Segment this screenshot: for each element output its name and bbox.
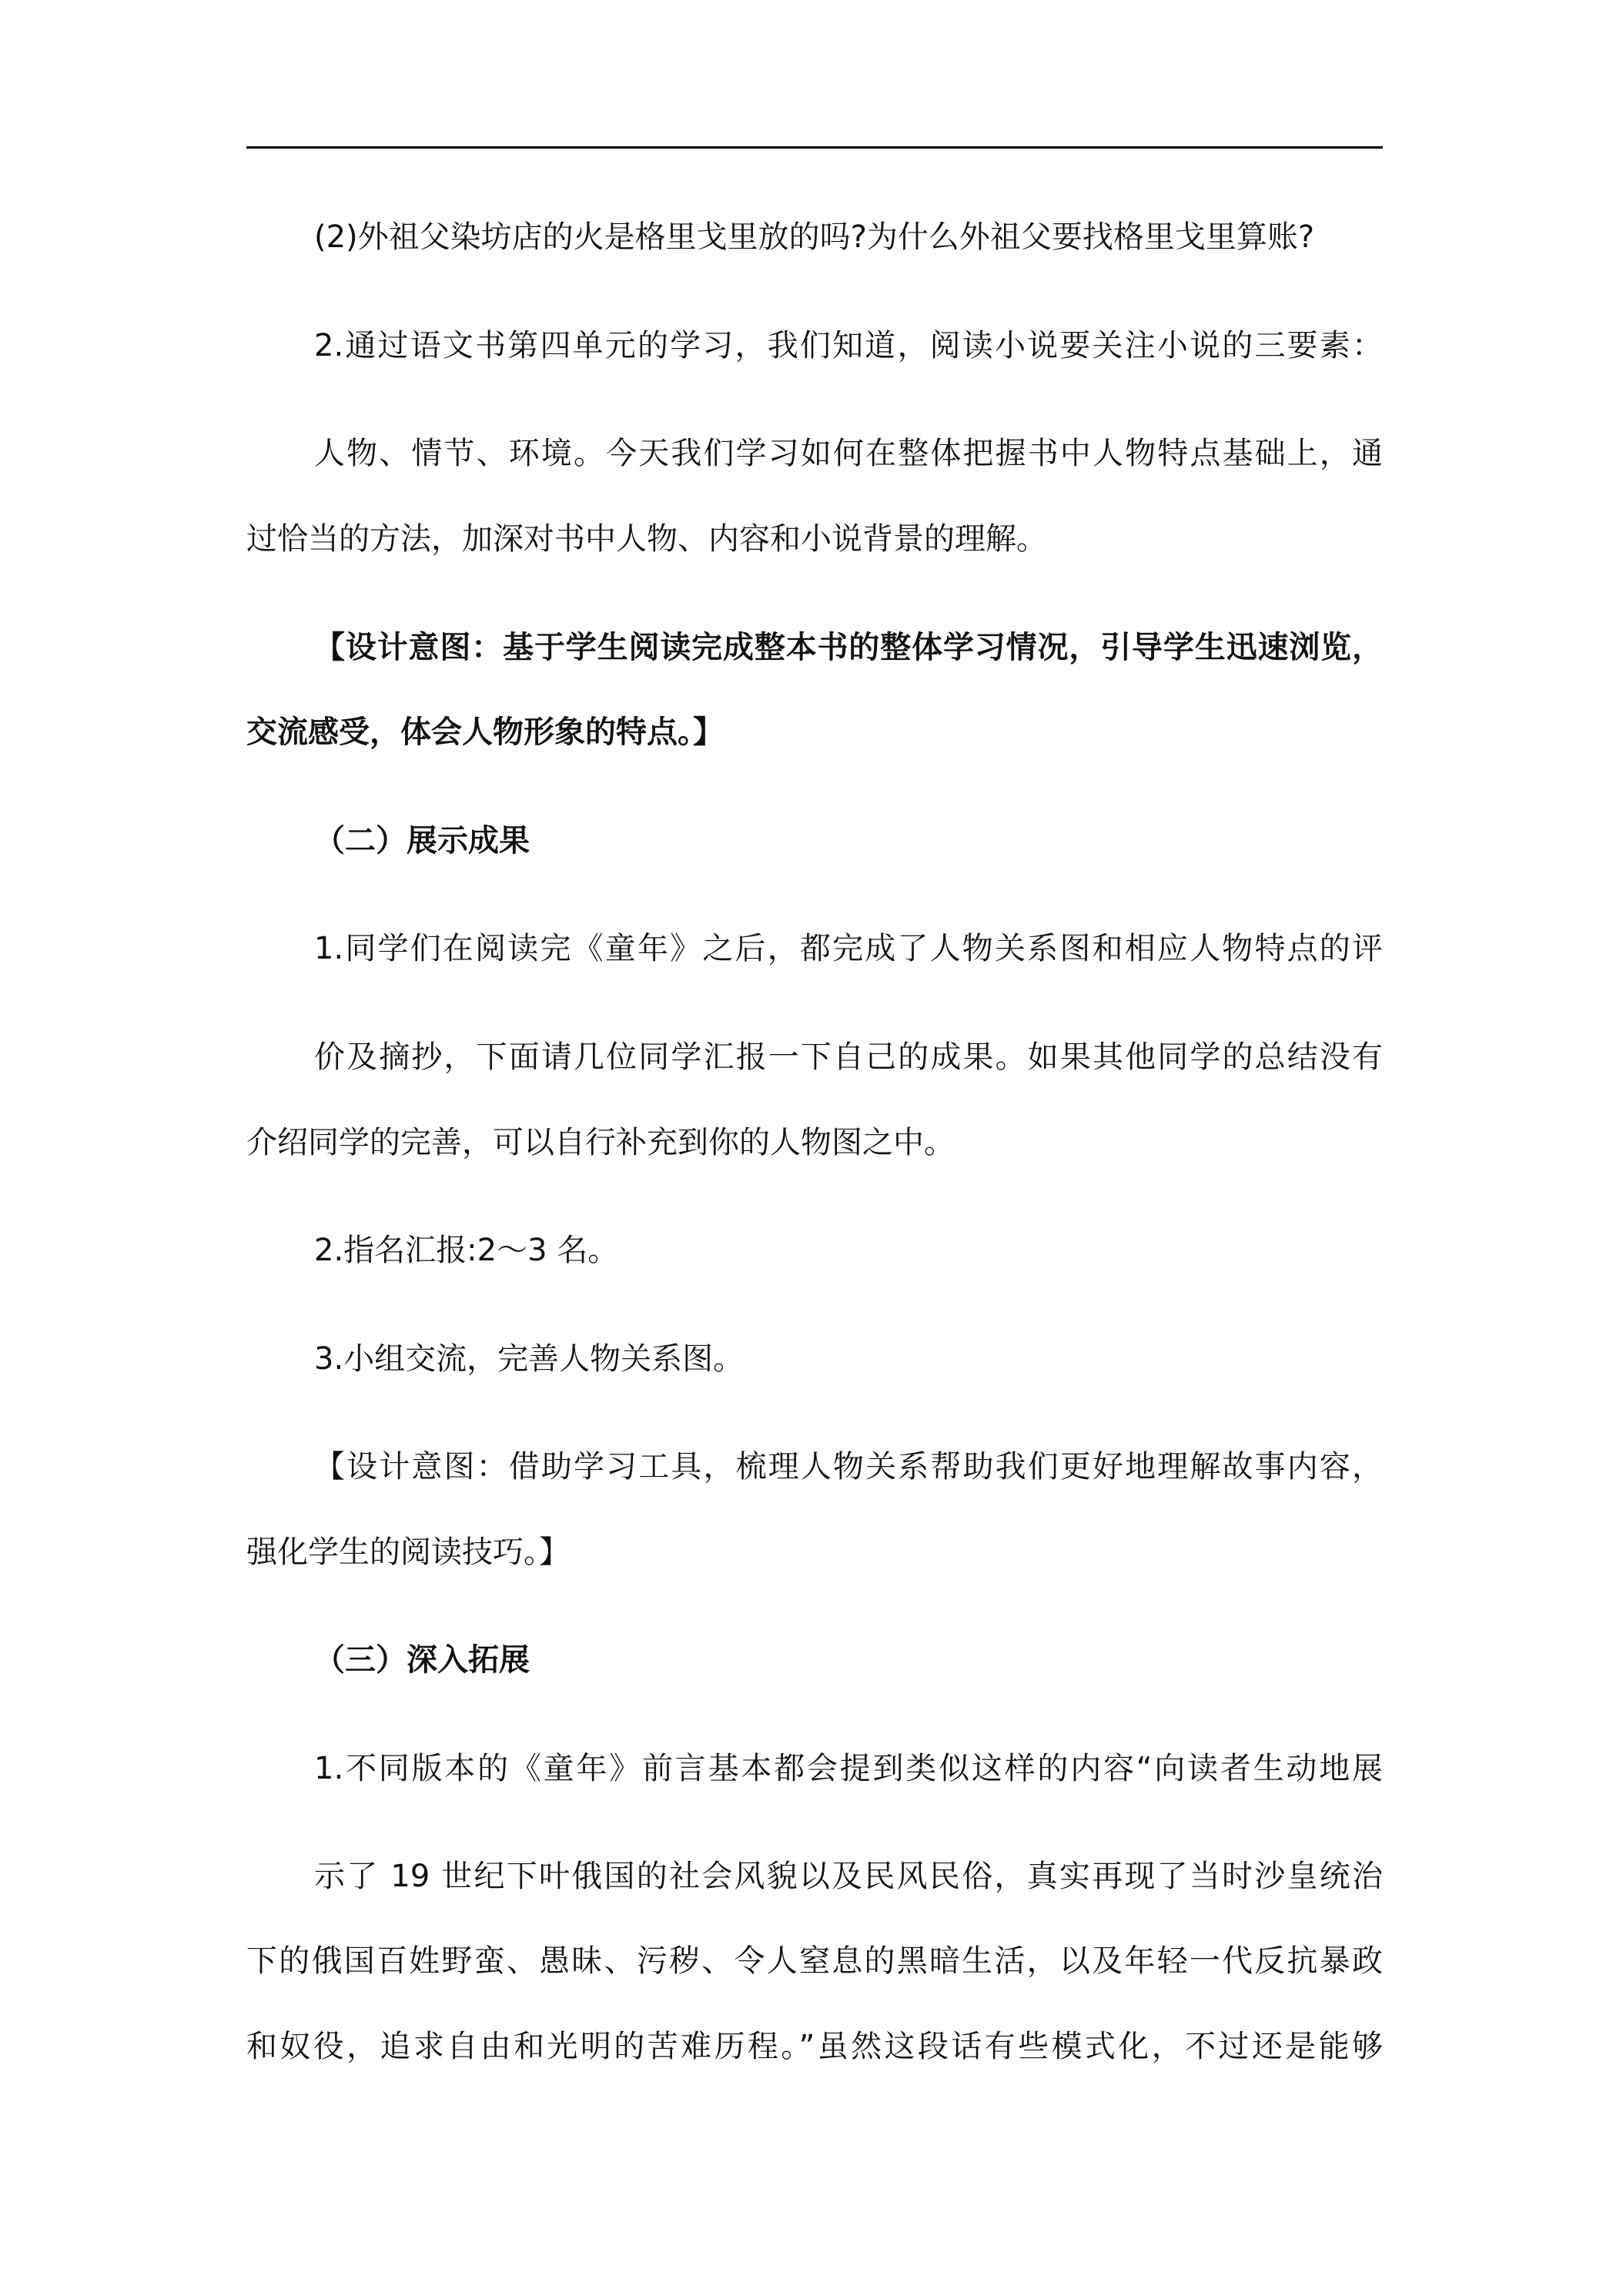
section-heading-3: （三）深入拓展 [314,1642,530,1678]
design-intent-2-line-2: 强化学生的阅读技巧。】 [246,1535,570,1570]
section-heading-2: （二）展示成果 [314,823,530,858]
section-2-p3: 3.小组交流，完善人物关系图。 [314,1341,745,1377]
section-2-p1-line-3: 介绍同学的完善，可以自行补充到你的人物图之中。 [246,1125,955,1160]
design-intent-2-line-1: 【设计意图：借助学习工具，梳理人物关系帮助我们更好地理解故事内容， [314,1449,1383,1484]
paragraph-2-line-1: 2.通过语文书第四单元的学习，我们知道，阅读小说要关注小说的三要素： [314,328,1383,363]
paragraph-2-line-3: 过恰当的方法，加深对书中人物、内容和小说背景的理解。 [246,521,1047,557]
design-intent-1-line-2: 交流感受，体会人物形象的特点。】 [246,715,724,750]
section-3-p1-line-3: 下的俄国百姓野蛮、愚昧、污秽、令人窒息的黑暗生活，以及年轻一代反抗暴政 [246,1943,1383,1979]
question-2: (2)外祖父染坊店的火是格里戈里放的吗?为什么外祖父要找格里戈里算账? [314,219,1315,255]
section-2-p2: 2.指名汇报:2～3 名。 [314,1233,619,1268]
section-3-p1-line-4: 和奴役，追求自由和光明的苦难历程。”虽然这段话有些模式化，不过还是能够 [246,2029,1383,2064]
section-3-p1-line-1: 1.不同版本的《童年》前言基本都会提到类似这样的内容“向读者生动地展 [314,1751,1383,1786]
section-3-p1-line-2: 示了 19 世纪下叶俄国的社会风貌以及民风民俗，真实再现了当时沙皇统治 [314,1859,1383,1894]
design-intent-1-line-1: 【设计意图：基于学生阅读完成整本书的整体学习情况，引导学生迅速浏览， [314,630,1383,665]
section-2-p1-line-1: 1.同学们在阅读完《童年》之后，都完成了人物关系图和相应人物特点的评 [314,931,1383,966]
header-rule [246,146,1383,149]
paragraph-2-line-2: 人物、情节、环境。今天我们学习如何在整体把握书中人物特点基础上，通 [314,436,1383,471]
section-2-p1-line-2: 价及摘抄，下面请几位同学汇报一下自己的成果。如果其他同学的总结没有 [314,1039,1383,1075]
